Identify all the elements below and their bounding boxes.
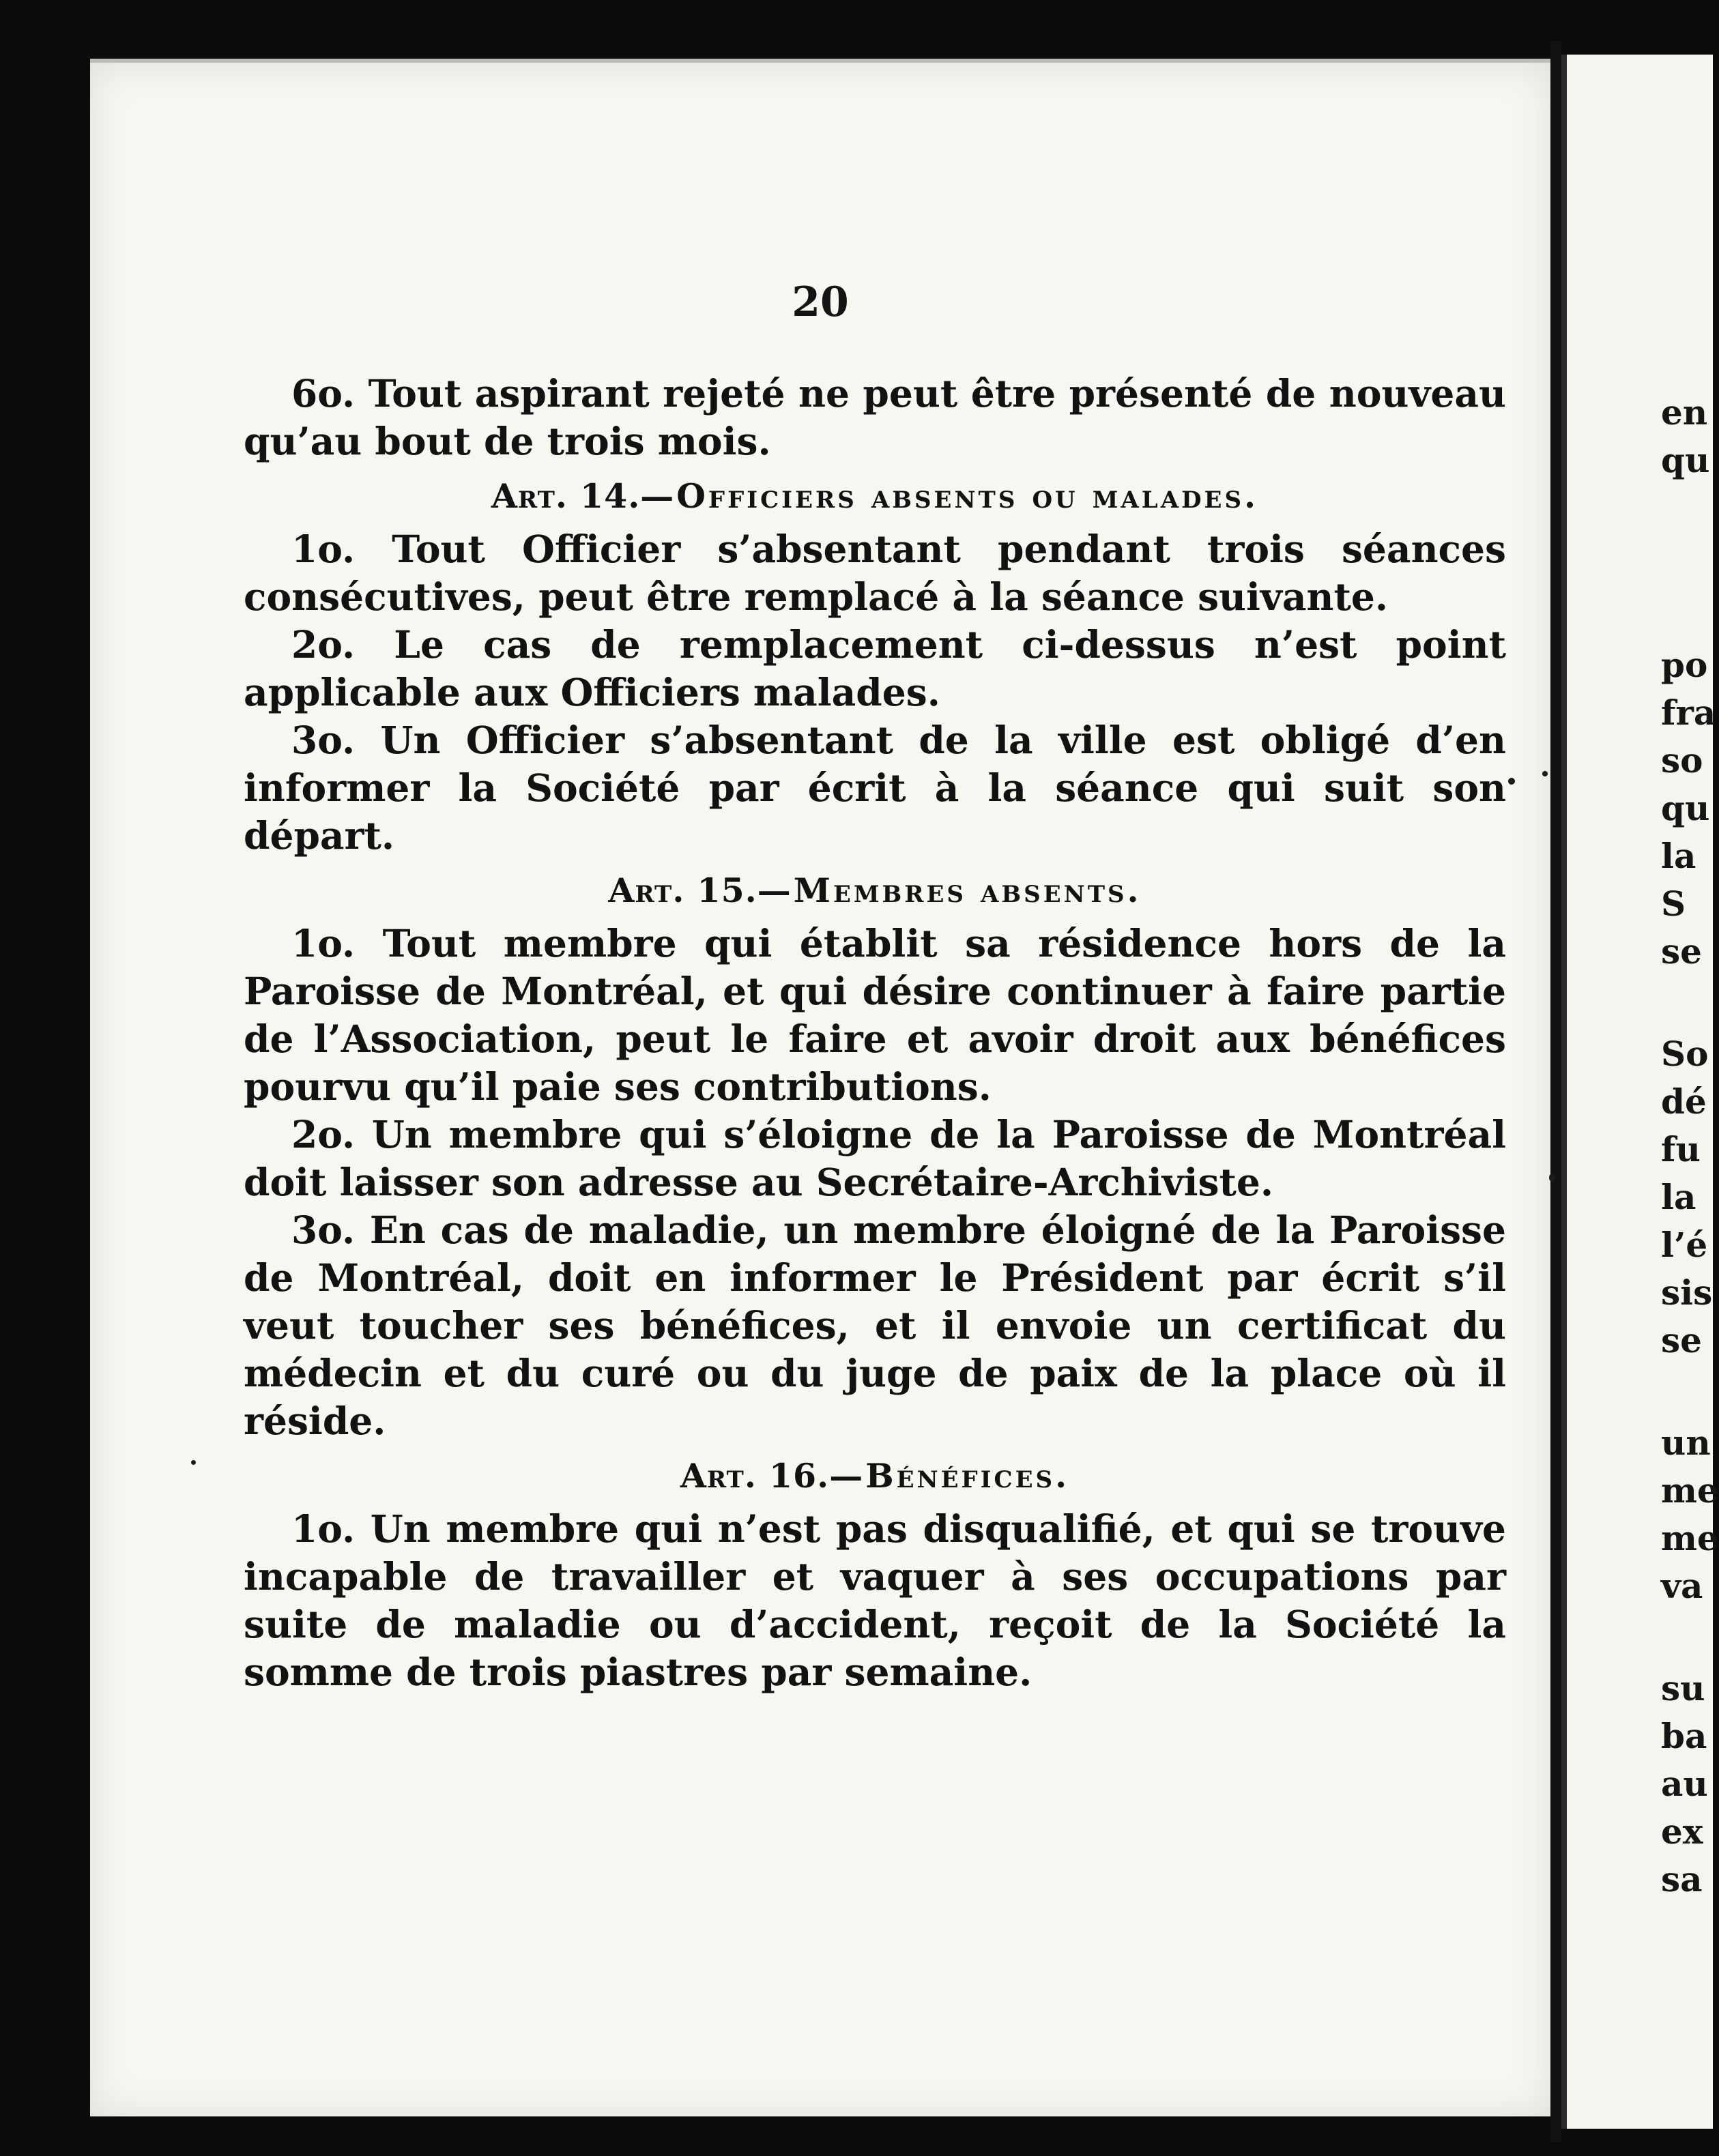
adjacent-page-fragment: se bbox=[1661, 931, 1702, 972]
adjacent-page-fragment: su bbox=[1661, 1668, 1705, 1708]
adjacent-page-fragment: qu bbox=[1661, 440, 1710, 480]
adjacent-page-fragment: fu bbox=[1661, 1129, 1701, 1169]
adjacent-page-fragment: sis bbox=[1661, 1272, 1713, 1313]
adjacent-page-fragment: va bbox=[1661, 1566, 1703, 1606]
scan-speck bbox=[191, 1460, 196, 1465]
adjacent-page-fragment: so bbox=[1661, 740, 1703, 781]
adjacent-page-fragment: l’é bbox=[1661, 1225, 1708, 1265]
scan-speck bbox=[1549, 1174, 1555, 1182]
article-title: —Membres absents. bbox=[757, 871, 1142, 910]
adjacent-page-fragment: sa bbox=[1661, 1859, 1703, 1899]
paragraph: 3o. Un Officier s’absentant de la ville est obligé d’en informer la Société par écrit à la séance qui suit son départ. bbox=[244, 718, 1506, 858]
paragraph: 2o. Le cas de remplacement ci-dessus n’est point applicable aux Officiers malades. bbox=[244, 622, 1506, 714]
adjacent-page-fragment: So bbox=[1661, 1034, 1709, 1074]
adjacent-page-fragment: la bbox=[1661, 836, 1696, 876]
adjacent-page-fragment: me bbox=[1661, 1470, 1719, 1511]
article-heading bbox=[244, 472, 1506, 520]
adjacent-page-fragment: la bbox=[1661, 1177, 1696, 1217]
adjacent-page-fragment: me bbox=[1661, 1518, 1719, 1558]
article-heading bbox=[244, 866, 1506, 914]
adjacent-page-fragment: po bbox=[1661, 645, 1708, 685]
scan-speck bbox=[1542, 771, 1548, 776]
page-text bbox=[244, 370, 1506, 1696]
adjacent-page-fragment: fra bbox=[1661, 693, 1716, 733]
adjacent-page-fragment: dé bbox=[1661, 1081, 1707, 1122]
adjacent-page-fragment: ba bbox=[1661, 1716, 1707, 1756]
book-gutter bbox=[1550, 41, 1561, 2142]
adjacent-page-fragment: se bbox=[1661, 1320, 1702, 1360]
book-page bbox=[90, 59, 1550, 2116]
adjacent-page-fragment: un bbox=[1661, 1423, 1711, 1463]
paragraph: 1o. Un membre qui n’est pas disqualifié, et qui se trouve incapable de travailler et vaquer à ses occupations par suite de maladie ou d’accident, reçoit de la Société la somme de trois piastres par semaine. bbox=[244, 1506, 1506, 1694]
article-title: —Bénéfices. bbox=[829, 1456, 1070, 1496]
article-title: —Officiers absents ou malades. bbox=[640, 476, 1259, 516]
paragraph: 6o. Tout aspirant rejeté ne peut être présenté de nouveau qu’au bout de trois mois. bbox=[244, 371, 1506, 463]
article-heading bbox=[244, 1452, 1506, 1500]
article-number: Art. 16. bbox=[680, 1456, 830, 1496]
adjacent-page-fragment: au bbox=[1661, 1764, 1708, 1804]
adjacent-page-fragment: S bbox=[1661, 884, 1686, 924]
adjacent-page-fragment: ex bbox=[1661, 1811, 1703, 1852]
scan-speck bbox=[1508, 778, 1515, 785]
paragraph: 1o. Tout membre qui établit sa résidence hors de la Paroisse de Montréal, et qui désire continuer à faire partie de l’Association, peut le faire et avoir droit aux bénéfices pourvu qu’il paie ses contributions. bbox=[244, 921, 1506, 1109]
paragraph: 2o. Un membre qui s’éloigne de la Paroisse de Montréal doit laisser son adresse au Secrétaire-Archiviste. bbox=[244, 1112, 1506, 1204]
page-number: 20 bbox=[792, 278, 849, 326]
paragraph: 3o. En cas de maladie, un membre éloigné de la Paroisse de Montréal, doit en informer le Président par écrit s’il veut toucher ses bénéfices, et il envoie un certificat du médecin et du curé ou du juge de paix de la place où il réside. bbox=[244, 1208, 1506, 1443]
article-number: Art. 15. bbox=[608, 871, 757, 910]
article-number: Art. 14. bbox=[491, 476, 641, 516]
adjacent-page-fragment: qu bbox=[1661, 788, 1710, 828]
paragraph: 1o. Tout Officier s’absentant pendant trois séances consécutives, peut être remplacé à la séance suivante. bbox=[244, 527, 1506, 619]
adjacent-page-fragment: en bbox=[1661, 392, 1708, 433]
adjacent-page-edge bbox=[1561, 55, 1719, 2129]
